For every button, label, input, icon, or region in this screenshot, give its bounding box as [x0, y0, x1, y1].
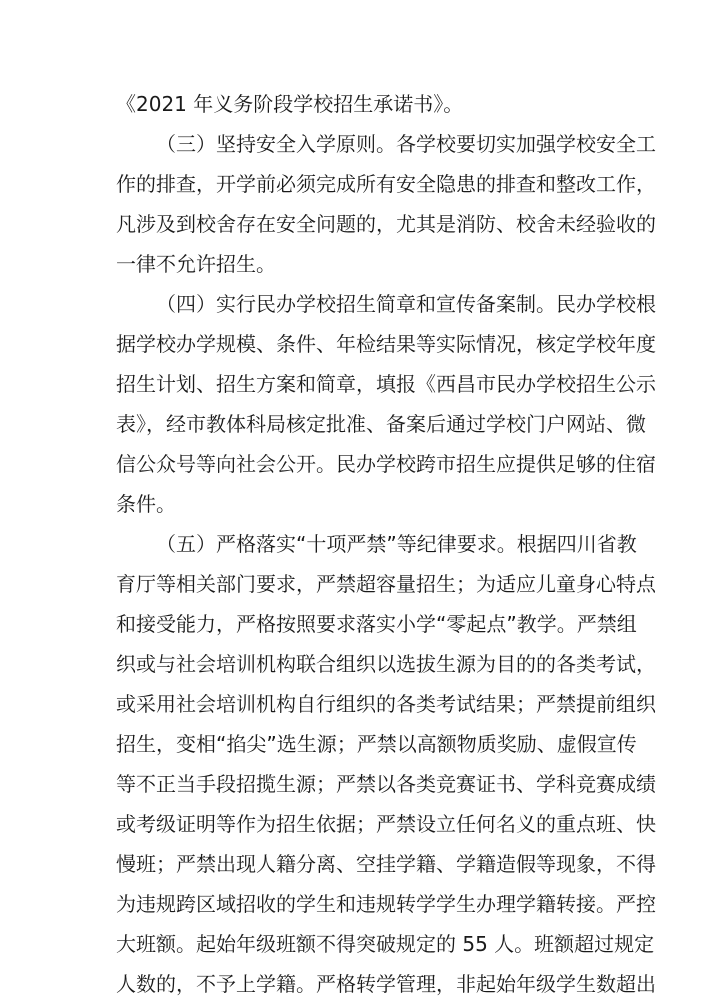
text-line: 条件。 — [116, 492, 176, 516]
text-line: （四）实行民办学校招生简章和宣传备案制。民办学校根 — [156, 292, 656, 316]
text-line: 育厅等相关部门要求，严禁超容量招生；为适应儿童身心特点 — [116, 572, 656, 596]
text-line: 为违规跨区域招收的学生和违规转学学生办理学籍转接。严控 — [116, 892, 656, 916]
text-line: （三）坚持安全入学原则。各学校要切实加强学校安全工 — [156, 132, 656, 156]
text-line: 表》，经市教体科局核定批准、备案后通过学校门户网站、微 — [116, 412, 646, 436]
text-line: 一律不允许招生。 — [116, 252, 276, 276]
text-line: 凡涉及到校舍存在安全问题的，尤其是消防、校舍未经验收的 — [116, 212, 656, 236]
text-line: 《2021 年义务阶段学校招生承诺书》。 — [116, 92, 464, 116]
text-line: 和接受能力，严格按照要求落实小学“零起点”教学。严禁组 — [116, 612, 637, 636]
text-line: 招生计划、招生方案和简章，填报《西昌市民办学校招生公示 — [116, 372, 656, 396]
text-line: 作的排查，开学前必须完成所有安全隐患的排查和整改工作， — [116, 172, 656, 196]
text-line: 等不正当手段招揽生源；严禁以各类竞赛证书、学科竞赛成绩 — [116, 772, 656, 796]
text-line: 人数的，不予上学籍。严格转学管理，非起始年级学生数超出 — [116, 972, 656, 996]
text-line: 织或与社会培训机构联合组织以选拔生源为目的的各类考试， — [116, 652, 656, 676]
text-line: 信公众号等向社会公开。民办学校跨市招生应提供足够的住宿 — [116, 452, 656, 476]
text-line: 招生，变相“掐尖”选生源；严禁以高额物质奖励、虚假宣传 — [116, 732, 637, 756]
text-line: 大班额。起始年级班额不得突破规定的 55 人。班额超过规定 — [116, 932, 655, 956]
text-line: 据学校办学规模、条件、年检结果等实际情况，核定学校年度 — [116, 332, 656, 356]
text-line: 或采用社会培训机构自行组织的各类考试结果；严禁提前组织 — [116, 692, 656, 716]
text-line: （五）严格落实“十项严禁”等纪律要求。根据四川省教 — [156, 532, 637, 556]
text-line: 或考级证明等作为招生依据；严禁设立任何名义的重点班、快 — [116, 812, 656, 836]
text-line: 慢班；严禁出现人籍分离、空挂学籍、学籍造假等现象，不得 — [116, 852, 656, 876]
